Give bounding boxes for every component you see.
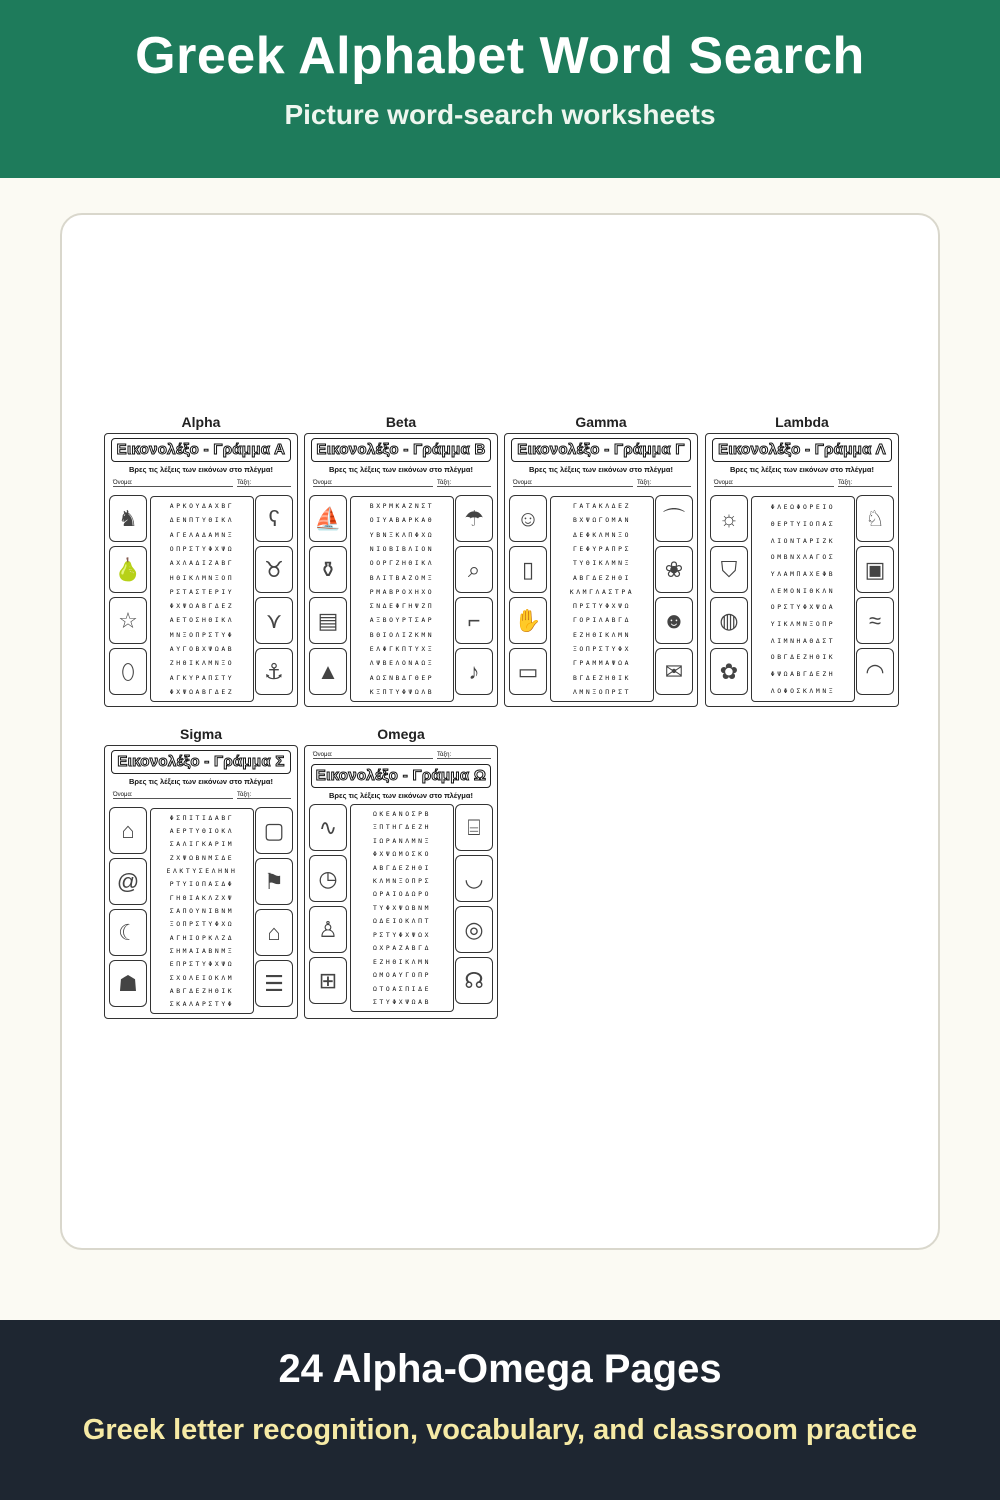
- grid-row: ΑΒΓΔΕΖΗΘΙ: [572, 573, 632, 582]
- worksheet-label: Sigma: [179, 726, 222, 742]
- rabbit-icon: ♘: [856, 495, 894, 542]
- bear-icon: ʕ: [255, 495, 293, 542]
- lamp-icon: ⛉: [710, 546, 748, 593]
- grid-row: ΣΤΥΦΧΨΩΑΒ: [372, 998, 432, 1007]
- grid-row: ΩΤΟΑΣΠΙΔΕ: [372, 984, 432, 993]
- grid-row: ΞΟΠΡΣΤΥΦΧ: [572, 644, 632, 653]
- lemon-icon: ◍: [710, 597, 748, 644]
- grid-row: ΕΠΡΣΤΥΦΧΨΩ: [169, 960, 235, 969]
- grid-row: ΡΣΤΥΦΧΨΩΧ: [372, 930, 432, 939]
- worksheet-label: Gamma: [575, 414, 627, 430]
- worksheet-instruction: Βρες τις λέξεις των εικόνων στο πλέγμα!: [729, 465, 874, 474]
- class-label: Τάξη:: [637, 480, 691, 487]
- worksheet-page: [104, 745, 298, 1019]
- left-picture-column: [109, 495, 147, 699]
- worksheet-omega: [304, 725, 498, 1019]
- grid-row: ΑΒΓΔΕΖΗΘΙΚ: [169, 986, 235, 995]
- footer-banner: [0, 1320, 1000, 1500]
- mountain-icon: ▲: [309, 648, 347, 695]
- grid-row: ΙΩΡΑΝΛΜΝΞ: [372, 836, 432, 845]
- grid-row: ΛΙΜΝΗΑΘΔΣΤ: [770, 636, 836, 645]
- preview-card: [60, 213, 940, 1250]
- worksheet-sigma: [104, 725, 298, 1019]
- flower-pot-icon: ❀: [655, 546, 693, 593]
- bridge-icon: ⌒: [655, 495, 693, 542]
- eagle-icon: ⋎: [255, 597, 293, 644]
- horse-icon: ♞: [109, 495, 147, 542]
- grid-row: ΓΑΤΑΚΛΔΕΖ: [572, 502, 632, 511]
- grid-row: ΩΔΕΙΟΚΛΠΤ: [372, 917, 432, 926]
- worksheet-title: Εικονολέξο - Γράμμα Β: [311, 438, 491, 462]
- lion-icon: ☼: [710, 495, 748, 542]
- right-picture-column: [455, 804, 493, 1008]
- worksheet-beta: [304, 413, 498, 707]
- grid-row: ΩΧΡΑΖΑΒΓΔ: [372, 944, 432, 953]
- grid-row: ΤΥΘΙΚΛΜΝΞ: [572, 559, 632, 568]
- grid-row: ΑΧΛΑΔΙΖΑΒΓ: [169, 559, 235, 568]
- grid-row: ΣΑΠΟΥΝΙΒΝΜ: [169, 906, 235, 915]
- worksheet-page: [104, 433, 298, 707]
- letter-icon: ✉: [655, 648, 693, 695]
- grid-row: ΕΖΗΘΙΚΛΜΝ: [372, 957, 432, 966]
- grid-row: ΛΟΦΟΣΚΛΜΝΞ: [770, 686, 836, 695]
- worksheet-page: [304, 433, 498, 707]
- boat-icon: ⛵: [309, 495, 347, 542]
- violin-icon: ♪: [455, 648, 493, 695]
- wave-icon: ∿: [309, 804, 347, 851]
- worksheet-alpha: [104, 413, 298, 707]
- grid-row: ΟΜΒΝΧΛΑΓΟΣ: [770, 553, 836, 562]
- flower-icon: ✿: [710, 648, 748, 695]
- name-label: Όνομα:: [313, 480, 433, 487]
- grid-row: ΑΞΒΟΥΡΤΣΑΡ: [369, 616, 435, 625]
- right-picture-column: [856, 495, 894, 699]
- grid-row: ΦΧΨΩΑΒΓΔΕΖ: [169, 602, 235, 611]
- grid-row: ΚΛΜΓΛΑΣΤΡΑ: [569, 587, 635, 596]
- class-label: Τάξη:: [237, 792, 291, 799]
- grid-row: ΟΠΡΣΤΥΦΧΨΩ: [169, 544, 235, 553]
- grid-row: ΛΕΜΟΝΙΘΚΛΝ: [770, 586, 836, 595]
- letter-grid: [751, 496, 855, 702]
- left-picture-column: [309, 495, 347, 699]
- school-icon: ⌂: [255, 909, 293, 956]
- grid-row: ΛΨΒΕΛΟΝΑΩΞ: [369, 659, 435, 668]
- ladder-icon: ☰: [255, 960, 293, 1007]
- grid-row: ΑΓΚΥΡΑΠΣΤΥ: [169, 673, 235, 682]
- grid-row: ΦΧΨΩΜΟΣΚΟ: [372, 850, 432, 859]
- left-picture-column: [109, 807, 147, 1011]
- brush-icon: ⌕: [455, 546, 493, 593]
- grid-row: ΓΡΑΜΜΑΨΩΑ: [572, 659, 632, 668]
- grid-row: ΒΛΙΤΒΑΖΟΜΞ: [369, 573, 435, 582]
- name-label: Όνομα:: [714, 480, 834, 487]
- grid-row: ΑΓΕΛΑΔΑΜΝΞ: [169, 530, 235, 539]
- grid-row: ΜΝΞΟΠΡΣΤΥΦ: [169, 630, 235, 639]
- worksheet-label: Beta: [385, 414, 417, 430]
- headphones-icon: ☊: [455, 957, 493, 1004]
- class-label: Τάξη:: [437, 752, 491, 759]
- grid-row: ΑΕΤΟΣΗΘΙΚΛ: [169, 616, 235, 625]
- header-banner: [0, 0, 1000, 178]
- class-label: Τάξη:: [237, 480, 291, 487]
- anchor-icon: ⚓: [255, 648, 293, 695]
- cow-icon: ♉: [255, 546, 293, 593]
- right-picture-column: [255, 495, 293, 699]
- left-picture-column: [710, 495, 748, 699]
- cat-icon: ☺: [509, 495, 547, 542]
- bus-icon: ▣: [856, 546, 894, 593]
- name-label: Όνομα:: [113, 480, 233, 487]
- grid-row: ΣΧΟΛΕΙΟΚΛΜ: [169, 973, 235, 982]
- egg-nest-icon: ◎: [455, 906, 493, 953]
- letter-grid: [350, 496, 454, 702]
- flag-icon: ⚑: [255, 858, 293, 905]
- grid-row: ΟΡΣΤΥΦΧΨΩΑ: [770, 603, 836, 612]
- grid-row: ΒΓΔΕΖΗΘΙΚ: [572, 673, 632, 682]
- worksheet-page: [304, 745, 498, 1019]
- footer-headline: 24 Alpha-Omega Pages: [278, 1347, 722, 1391]
- grid-row: ΞΟΠΡΣΤΥΦΧΩ: [169, 920, 235, 929]
- grid-row: ΩΚΕΑΝΟΣΡΒ: [372, 809, 432, 818]
- grid-row: ΣΑΛΙΓΚΑΡΙΜ: [169, 840, 235, 849]
- grid-row: ΥΙΚΛΜΝΞΟΠΡ: [770, 619, 836, 628]
- worksheet-instruction: Βρες τις λέξεις των εικόνων στο πλέγμα!: [328, 465, 473, 474]
- shoulder-icon: ♙: [309, 906, 347, 953]
- grid-row: ΒΧΡΜΚΑΖΝΣΤ: [369, 502, 435, 511]
- grid-row: ΛΜΝΞΟΠΡΣΤ: [572, 687, 632, 696]
- letter-grid: [150, 808, 254, 1014]
- grid-row: ΣΚΑΛΑΡΣΤΥΦ: [169, 1000, 235, 1009]
- grid-row: ΟΒΓΔΕΖΗΘΙΚ: [770, 653, 836, 662]
- rain-icon: ☂: [455, 495, 493, 542]
- letter-grid: [150, 496, 254, 702]
- grid-row: ΕΛΦΓΚΠΤΥΧΞ: [369, 644, 435, 653]
- page-title: Greek Alphabet Word Search: [135, 27, 865, 85]
- right-picture-column: [255, 807, 293, 1011]
- grid-row: ΕΛΚΤΥΣΕΛΗΝΗ: [166, 866, 238, 875]
- gorilla-icon: ☻: [655, 597, 693, 644]
- gift-icon: ⊞: [309, 957, 347, 1004]
- lake-icon: ≈: [856, 597, 894, 644]
- grid-row: ΤΥΦΧΨΩΒΝΜ: [372, 903, 432, 912]
- grid-row: ΣΝΔΕΦΓΗΨΖΠ: [369, 602, 435, 611]
- worksheet-instruction: Βρες τις λέξεις των εικόνων στο πλέγμα!: [528, 465, 673, 474]
- worksheet-instruction: Βρες τις λέξεις των εικόνων στο πλέγμα!: [128, 465, 273, 474]
- vase-icon: ⚱: [309, 546, 347, 593]
- grid-row: ΚΞΠΤΥΦΨΩΛΒ: [369, 687, 435, 696]
- worksheet-title: Εικονολέξο - Γράμμα Σ: [111, 750, 291, 774]
- grid-row: ΓΕΦΥΡΑΠΡΣ: [572, 544, 632, 553]
- grid-row: ΖΗΘΙΚΛΜΝΞΟ: [169, 659, 235, 668]
- grid-row: ΑΩΣΝΒΔΓΘΕΡ: [369, 673, 435, 682]
- cane-icon: ⌐: [455, 597, 493, 644]
- grid-row: ΡΜΑΒΡΟΧΗΧΟ: [369, 587, 435, 596]
- grid-row: ΥΒΝΞΚΛΠΦΧΩ: [369, 530, 435, 539]
- hill-icon: ◠: [856, 648, 894, 695]
- clock-icon: ◷: [309, 855, 347, 902]
- bowl-icon: ◡: [455, 855, 493, 902]
- worksheet-instruction: Βρες τις λέξεις των εικόνων στο πλέγμα!: [128, 777, 273, 786]
- grid-row: ΑΡΚΟΥΔΑΧΒΓ: [169, 502, 235, 511]
- grid-row: ΒΧΨΩΓΟΜΑΝ: [572, 516, 632, 525]
- grid-row: ΖΧΨΩΒΝΜΣΔΕ: [169, 853, 235, 862]
- house-icon: ⌂: [109, 807, 147, 854]
- grid-row: ΟΟΡΓΖΗΘΙΚΛ: [369, 559, 435, 568]
- grid-row: ΔΕΦΚΛΜΝΞΟ: [572, 530, 632, 539]
- building-icon: ⌸: [455, 804, 493, 851]
- worksheet-page: [504, 433, 698, 707]
- class-label: Τάξη:: [437, 480, 491, 487]
- letter-grid: [550, 496, 654, 702]
- grid-row: ΓΗΘΙΑΚΛΖΧΨ: [169, 893, 235, 902]
- worksheet-title: Εικονολέξο - Γράμμα Λ: [712, 438, 892, 462]
- milk-icon: ▯: [509, 546, 547, 593]
- grid-row: ΝΙΟΒΙΒΛΙΟΝ: [369, 544, 435, 553]
- worksheet-page: [705, 433, 899, 707]
- moon-icon: ☾: [109, 909, 147, 956]
- grid-row: ΑΒΓΔΕΖΗΘΙ: [372, 863, 432, 872]
- left-picture-column: [309, 804, 347, 1008]
- grid-row: ΚΛΜΝΞΟΠΡΣ: [372, 876, 432, 885]
- grid-row: ΑΓΗΙΟΡΚΛΖΔ: [169, 933, 235, 942]
- worksheet-title: Εικονολέξο - Γράμμα Γ: [511, 438, 691, 462]
- footer-tagline: Greek letter recognition, vocabulary, and classroom practice: [82, 1414, 918, 1446]
- soap-icon: ▢: [255, 807, 293, 854]
- egg-icon: ⬯: [109, 648, 147, 695]
- grid-row: ΗΘΙΚΛΜΝΞΟΠ: [169, 573, 235, 582]
- name-label: Όνομα:: [113, 792, 233, 799]
- name-label: Όνομα:: [513, 480, 633, 487]
- class-label: Τάξη:: [838, 480, 892, 487]
- worksheet-title: Εικονολέξο - Γράμμα Α: [111, 438, 291, 462]
- glove-icon: ✋: [509, 597, 547, 644]
- worksheet-title: Εικονολέξο - Γράμμα Ω: [311, 764, 491, 788]
- dog-icon: ☗: [109, 960, 147, 1007]
- left-picture-column: [509, 495, 547, 699]
- worksheet-label: Lambda: [775, 414, 829, 430]
- name-label: Όνομα:: [313, 752, 433, 759]
- worksheet-label: Omega: [377, 726, 425, 742]
- grid-row: ΞΠΤΗΓΔΕΖΗ: [372, 823, 432, 832]
- snail-icon: @: [109, 858, 147, 905]
- worksheet-lambda: [705, 413, 899, 707]
- pear-icon: 🍐: [109, 546, 147, 593]
- grid-row: ΡΣΤΑΣΤΕΡΙΥ: [169, 587, 235, 596]
- book-icon: ▤: [309, 597, 347, 644]
- worksheet-gamma: [504, 413, 698, 707]
- grid-row: ΓΟΡΙΛΑΒΓΔ: [572, 616, 632, 625]
- grid-row: ΣΗΜΑΙΑΒΝΜΞ: [169, 946, 235, 955]
- grid-row: ΩΡΑΙΟΔΩΡΟ: [372, 890, 432, 899]
- grid-row: ΡΤΥΙΟΠΑΣΔΦ: [169, 880, 235, 889]
- grid-row: ΔΕΝΠΤΥΘΙΚΛ: [169, 516, 235, 525]
- right-picture-column: [455, 495, 493, 699]
- grid-row: ΑΥΓΟΒΧΨΩΑΒ: [169, 644, 235, 653]
- grid-row: ΦΧΨΩΑΒΓΔΕΖ: [169, 687, 235, 696]
- grid-row: ΦΣΠΙΤΙΔΑΒΓ: [169, 813, 235, 822]
- grid-row: ΠΡΣΤΥΦΧΨΩ: [572, 602, 632, 611]
- grid-row: ΦΛΕΩΦΟΡΕΙΟ: [770, 503, 836, 512]
- grid-row: ΛΙΟΝΤΑΡΙΖΚ: [770, 536, 836, 545]
- right-picture-column: [655, 495, 693, 699]
- worksheet-instruction: Βρες τις λέξεις των εικόνων στο πλέγμα!: [328, 791, 473, 800]
- page-subtitle: Picture word-search worksheets: [284, 99, 716, 130]
- grid-row: ΩΜΟΑΥΓΟΠΡ: [372, 971, 432, 980]
- grid-row: ΥΛΑΜΠΑΧΕΦΒ: [770, 569, 836, 578]
- grid-row: ΑΕΡΤΥΘΙΟΚΛ: [169, 826, 235, 835]
- star-icon: ☆: [109, 597, 147, 644]
- eraser-icon: ▭: [509, 648, 547, 695]
- grid-row: ΘΕΡΤΥΙΟΠΑΣ: [770, 519, 836, 528]
- letter-grid: [350, 804, 454, 1012]
- grid-row: ΦΨΩΑΒΓΔΕΖΗ: [770, 669, 836, 678]
- grid-row: ΒΘΙΟΛΙΖΚΜΝ: [369, 630, 435, 639]
- grid-row: ΕΖΗΘΙΚΛΜΝ: [572, 630, 632, 639]
- worksheet-label: Alpha: [181, 414, 221, 430]
- grid-row: ΟΙΥΑΒΑΡΚΑΘ: [369, 516, 435, 525]
